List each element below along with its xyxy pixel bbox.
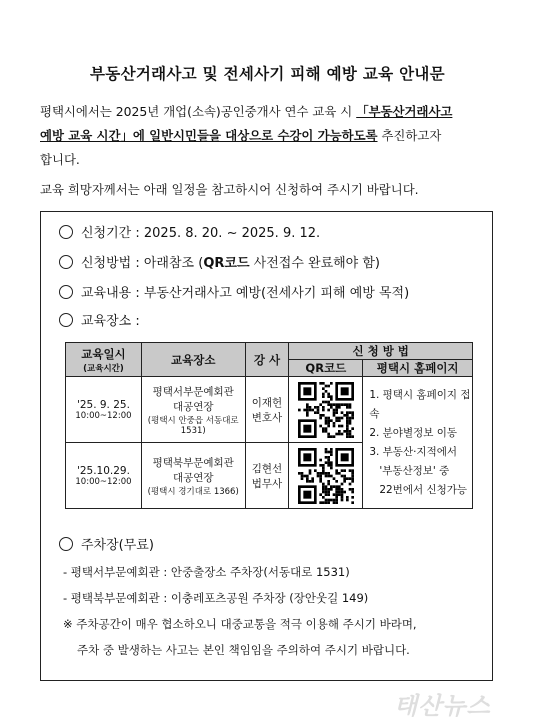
intro-text: 평택시에서는 2025년 개업(소속)공인중개사 연수 교육 시 xyxy=(40,104,357,119)
qr-cell xyxy=(289,443,363,509)
time-text: 10:00~12:00 xyxy=(75,410,132,421)
place-text: 교육장소 : xyxy=(81,314,140,329)
qr-code-icon[interactable] xyxy=(298,382,354,438)
parking-note-1: ※ 주차공간이 매우 협소하오니 대중교통을 적극 이용해 주시기 바라며, xyxy=(63,617,417,631)
method-qr-text: QR코드 xyxy=(203,256,250,271)
period-item xyxy=(59,222,320,241)
lecturer-title: 법무사 xyxy=(251,477,283,490)
home-step: 1. 평택시 홈페이지 접속 xyxy=(369,388,471,420)
place-cell xyxy=(141,377,245,443)
header-date xyxy=(66,343,142,377)
home-step: 2. 분야별정보 이동 xyxy=(369,426,458,439)
intro-highlight: 예방 교육 시간」에 일반시민들을 대상으로 수강이 가능하도록 xyxy=(40,128,378,143)
intro-text: 추진하고자 xyxy=(377,128,442,143)
table-row xyxy=(66,377,473,443)
place-name: 평택북부문예회관 xyxy=(152,456,234,469)
intro-line-2 xyxy=(40,124,510,148)
lecturer-name: 이재헌 xyxy=(251,396,283,409)
home-step: 22번에서 신청가능 xyxy=(379,483,468,496)
header-date-sub: (교육시간) xyxy=(83,363,124,374)
homepage-steps-cell xyxy=(363,377,473,509)
qr-cell xyxy=(289,377,363,443)
place-item xyxy=(59,310,140,329)
content-text: 교육내용 : 부동산거래사고 예방(전세사기 피해 예방 목적) xyxy=(81,286,410,301)
intro-highlight: 「부동산거래사고 xyxy=(356,104,453,119)
page-title: 부동산거래사고 및 전세사기 피해 예방 교육 안내문 xyxy=(90,65,445,83)
home-step: 3. 부동산·지적에서 xyxy=(369,445,458,458)
parking-text: 주차장(무료) xyxy=(81,538,154,553)
parking-note-2: 주차 중 발생하는 사고는 본인 책임임을 주의하여 주시기 바랍니다. xyxy=(77,643,410,657)
intro-line-3: 합니다. xyxy=(40,152,80,167)
home-step: '부동산정보' 중 xyxy=(379,464,450,477)
date-cell xyxy=(66,443,142,509)
date-text: '25. 9. 25. xyxy=(76,398,130,411)
circle-bullet-icon xyxy=(59,255,73,269)
parking-north: - 평택북부문예회관 : 이충레포츠공원 주차장 (장안웃길 149) xyxy=(63,591,369,605)
date-text: '25.10.29. xyxy=(76,464,130,477)
header-homepage: 평택시 홈페이지 xyxy=(363,360,473,377)
place-address: (평택시 안중읍 서동대로 1531) xyxy=(147,415,239,436)
place-address: (평택시 경기대로 1366) xyxy=(147,486,239,497)
place-hall: 대공연장 xyxy=(172,471,214,484)
lecturer-cell xyxy=(245,443,289,509)
place-cell xyxy=(141,443,245,509)
lecturer-cell xyxy=(245,377,289,443)
schedule-table xyxy=(65,342,473,509)
header-date-label: 교육일시 xyxy=(81,346,126,361)
details-box xyxy=(40,211,493,681)
header-method: 신 청 방 법 xyxy=(289,343,473,360)
place-hall: 대공연장 xyxy=(172,400,214,413)
intro-line-4: 교육 희망자께서는 아래 일정을 참고하시어 신청하여 주시기 바랍니다. xyxy=(40,182,419,197)
method-text: 신청방법 : 아래참조 ( xyxy=(81,256,204,271)
content-item xyxy=(59,282,409,301)
place-name: 평택서부문예회관 xyxy=(152,385,234,398)
intro-line-1 xyxy=(40,100,510,124)
watermark-logo: 태산뉴스 xyxy=(394,692,491,720)
time-text: 10:00~12:00 xyxy=(75,476,132,487)
circle-bullet-icon xyxy=(59,313,73,327)
parking-item xyxy=(59,534,154,553)
lecturer-title: 변호사 xyxy=(251,411,283,424)
header-place: 교육장소 xyxy=(141,343,245,377)
circle-bullet-icon xyxy=(59,285,73,299)
method-item xyxy=(59,252,380,271)
lecturer-name: 김현선 xyxy=(251,462,283,475)
circle-bullet-icon xyxy=(59,225,73,239)
qr-code-icon[interactable] xyxy=(298,448,354,504)
period-text: 신청기간 : 2025. 8. 20. ~ 2025. 9. 12. xyxy=(81,226,321,241)
header-lecturer: 강 사 xyxy=(245,343,289,377)
circle-bullet-icon xyxy=(59,537,73,551)
date-cell xyxy=(66,377,142,443)
parking-west: - 평택서부문예회관 : 안중출장소 주차장(서동대로 1531) xyxy=(63,565,350,579)
method-text-end: 사전접수 완료해야 함) xyxy=(249,256,381,271)
header-qr: QR코드 xyxy=(289,360,363,377)
